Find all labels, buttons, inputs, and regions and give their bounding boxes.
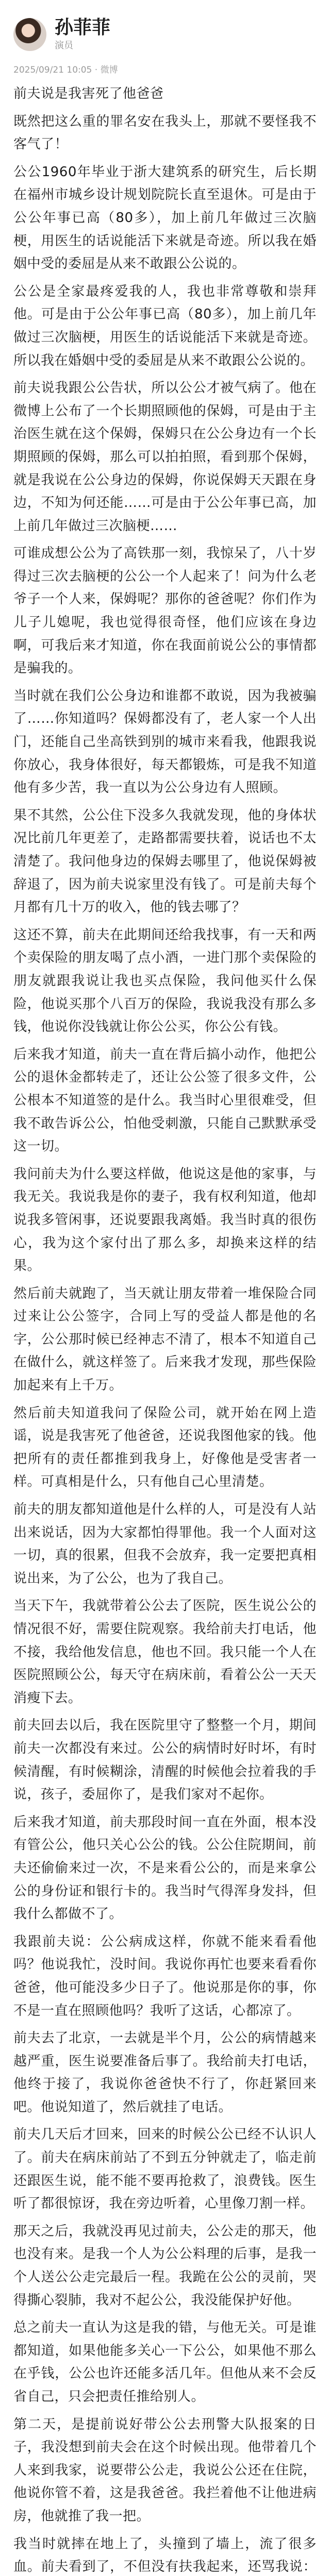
post-paragraph: 总之前夫一直认为这是我的错，与他无关。可是谁都知道，如果他能多关心一下公公，如果他不那么在乎钱，公公也许还能多活几年。但他从来不会反省自己，只会把责任推给别人。 [13,2320,317,2404]
post-paragraph: 前夫的朋友都知道他是什么样的人，可是没有人站出来说话，因为大家都怕得罪他。我一个人面对这一切，真的很累，但我不会放弃，我一定要把真相说出来，为了公公，也为了我自己。 [13,1502,317,1586]
post-paragraph: 后来我才知道，前夫一直在背后搞小动作，他把公公的退休金都转走了，还让公公签了很多文件，公公根本不知道签的是什么。我当时心里很难受，但我不敢告诉公公，怕他受刺激，只能自己默默承受这一切。 [13,1046,317,1155]
post-paragraph: 前夫说我跟公公告状，所以公公才被气病了。他在微博上公布了一个长期照顾他的保姆，可是由于主治医生就在这个保姆，保姆只在公公身边有一个长期照顾的保姆，那么可以拍拍照，看到那个保姆，就是我说在公公身边的保姆，你说保姆天天跟在身边，不知为何还能……可是由于公公年事已高，加上前几年做过三次脑梗…… [13,380,317,534]
post-paragraph: 可谁成想公公为了高铁那一刻，我惊呆了，八十岁得过三次去脑梗的公公一个人起来了！问为什么老爷子一个人来，保姆呢？那你的爸爸呢？你们作为儿子儿媳呢，我也觉得很奇怪，他们应该在身边啊，可我后来才知道，你在我面前说公公的事情都是骗我的。 [13,546,317,676]
post-paragraph: 前夫回去以后，我在医院里守了整整一个月，期间前夫一次都没有来过。公公的病情时好时坏，有时候清醒，有时候糊涂，清醒的时候他会拉着我的手说，孩子，委屈你了，是我们家对不起你。 [13,1718,317,1803]
post-paragraph: 我问前夫为什么要这样做，他说这是他的家事，与我无关。我说我是你的妻子，我有权利知道，他却说我多管闲事，还说要跟我离婚。我当时真的很伤心，我为这个家付出了那么多，却换来这样的结果。 [13,1166,317,1274]
post-paragraph: 我跟前夫说：公公病成这样，你就不能来看看他吗？他说我忙，没时间。我说你再忙也要来看看你爸爸，他可能没多少日子了。他说那是你的事，你不是一直在照顾他吗？我听了这话，心都凉了。 [13,1934,317,2019]
post-paragraph: 果不其然，公公住下没多久我就发现，他的身体状况比前几年更差了，走路都需要扶着，说话也不太清楚了。我问他身边的保姆去哪里了，他说保姆被辞退了，因为前夫说家里没有钱了。可是前夫每个月都有几十万的收入，他的钱去哪了？ [13,807,317,916]
post-paragraph: 然后前夫就跑了，当天就让朋友带着一堆保险合同过来让公公签字，合同上写的受益人都是他的名字，公公那时候已经神志不清了，根本不知道自己在做什么，就这样签了。后来我才发现，那些保险加起来有上千万。 [13,1285,317,1394]
post-meta: 2025/09/21 10:05 · 微博 [13,65,118,75]
post-paragraph: 我当时就摔在地上了，头撞到了墙上，流了很多血。前夫看到了，不但没有扶我起来，还骂我说： [13,2536,317,2575]
post-paragraph: 那天之后，我就没再见过前夫，公公走的那天，他也没有来。是我一个人为公公料理的后事，是我一个人送公公走完最后一程。我跪在公公的灵前，哭得撕心裂肺，我对不起公公，我没能保护好他。 [13,2223,317,2308]
post-paragraph: 前夫去了北京，一去就是半个月，公公的病情越来越严重，医生说要准备后事了。我给前夫打电话，他终于接了，我说你爸爸快不行了，你赶紧回来吧。他说知道了，然后就挂了电话。 [13,2030,317,2115]
post-paragraph: 然后前夫知道我问了保险公司，就开始在网上造谣，说是我害死了他爸爸，还说我图他家的钱。他把所有的责任都推到我身上，好像他是受害者一样。可真相是什么，只有他自己心里清楚。 [13,1405,317,1490]
post-paragraph: 公公是全家最疼爱我的人，我也非常尊敬和崇拜他。可是由于公公年事已高（80多），加上前几年做过三次脑梗，用医生的话说能活下来就是奇迹。所以我在婚姻中受的委屈是从来不敢跟公公说的。 [13,283,317,368]
author-info [55,16,110,53]
post-header [13,0,317,62]
post-paragraph: 第二天，是提前说好带公公去刑警大队报案的日子，我没想到前夫会在这个时候出现。他带着几个人来到我家，说要带公公走，我说公公还在住院，他说你管不着，这是我爸爸。我拦着他不让他进病房，他就推了我一把。 [13,2416,317,2524]
post-paragraph: 前夫几天后才回来，回来的时候公公已经不认识人了。前夫在病床前站了不到五分钟就走了，临走前还跟医生说，能不能不要再抢救了，浪费钱。医生听了都很惊讶，我在旁边听着，心里像刀割一样。 [13,2127,317,2212]
post-content [13,82,317,2576]
post-paragraph: 后来我才知道，前夫那段时间一直在外面，根本没有管公公，他只关心公公的钱。公公住院期间，前夫还偷偷来过一次，不是来看公公的，而是来拿公公的身份证和银行卡的。我当时气得浑身发抖，但我什么都做不了。 [13,1814,317,1922]
post-paragraph: 当时就在我们公公身边和谁都不敢说，因为我被骗了……你知道吗？保姆都没有了，老人家一个人出门，还能自己坐高铁到别的城市来看我，他跟我说你放心，我身体很好，每天都锻炼，可是我不知道他有多少苦，我一直以为公公身边有人照顾。 [13,688,317,796]
author-role: 演员 [55,40,73,51]
author-name[interactable]: 孙菲菲 [55,17,111,38]
post-paragraph: 当天下午，我就带着公公去了医院，医生说公公的情况很不好，需要住院观察。我给前夫打电话，他不接，我给他发信息，他也不回。我只能一个人在医院照顾公公，每天守在病床前，看着公公一天天消瘦下去。 [13,1598,317,1706]
post-paragraph: 既然把这么重的罪名安在我头上，那就不要怪我不客气了！ [13,113,317,152]
post-paragraph: 公公1960年毕业于浙大建筑系的研究生，后长期在福州市城乡设计规划院院长直至退休。可是由于公公年事已高（80多），加上前几年做过三次脑梗，用医生的话说能活下来就是奇迹。所以我在婚姻中受的委屈是从来不敢跟公公说的。 [13,164,317,272]
post-paragraph: 这还不算，前夫在此期间还给我找事，有一天和两个卖保险的朋友喝了点小酒，一进门那个卖保险的朋友就跟我说让我也买点保险，我问他买什么保险，他说买那个八百万的保险，我说我没有那么多钱，他说你没钱就让你公公买，你公公有钱。 [13,927,317,1035]
author-avatar[interactable] [13,18,46,51]
post-paragraph: 前夫说是我害死了他爸爸 [13,86,164,101]
